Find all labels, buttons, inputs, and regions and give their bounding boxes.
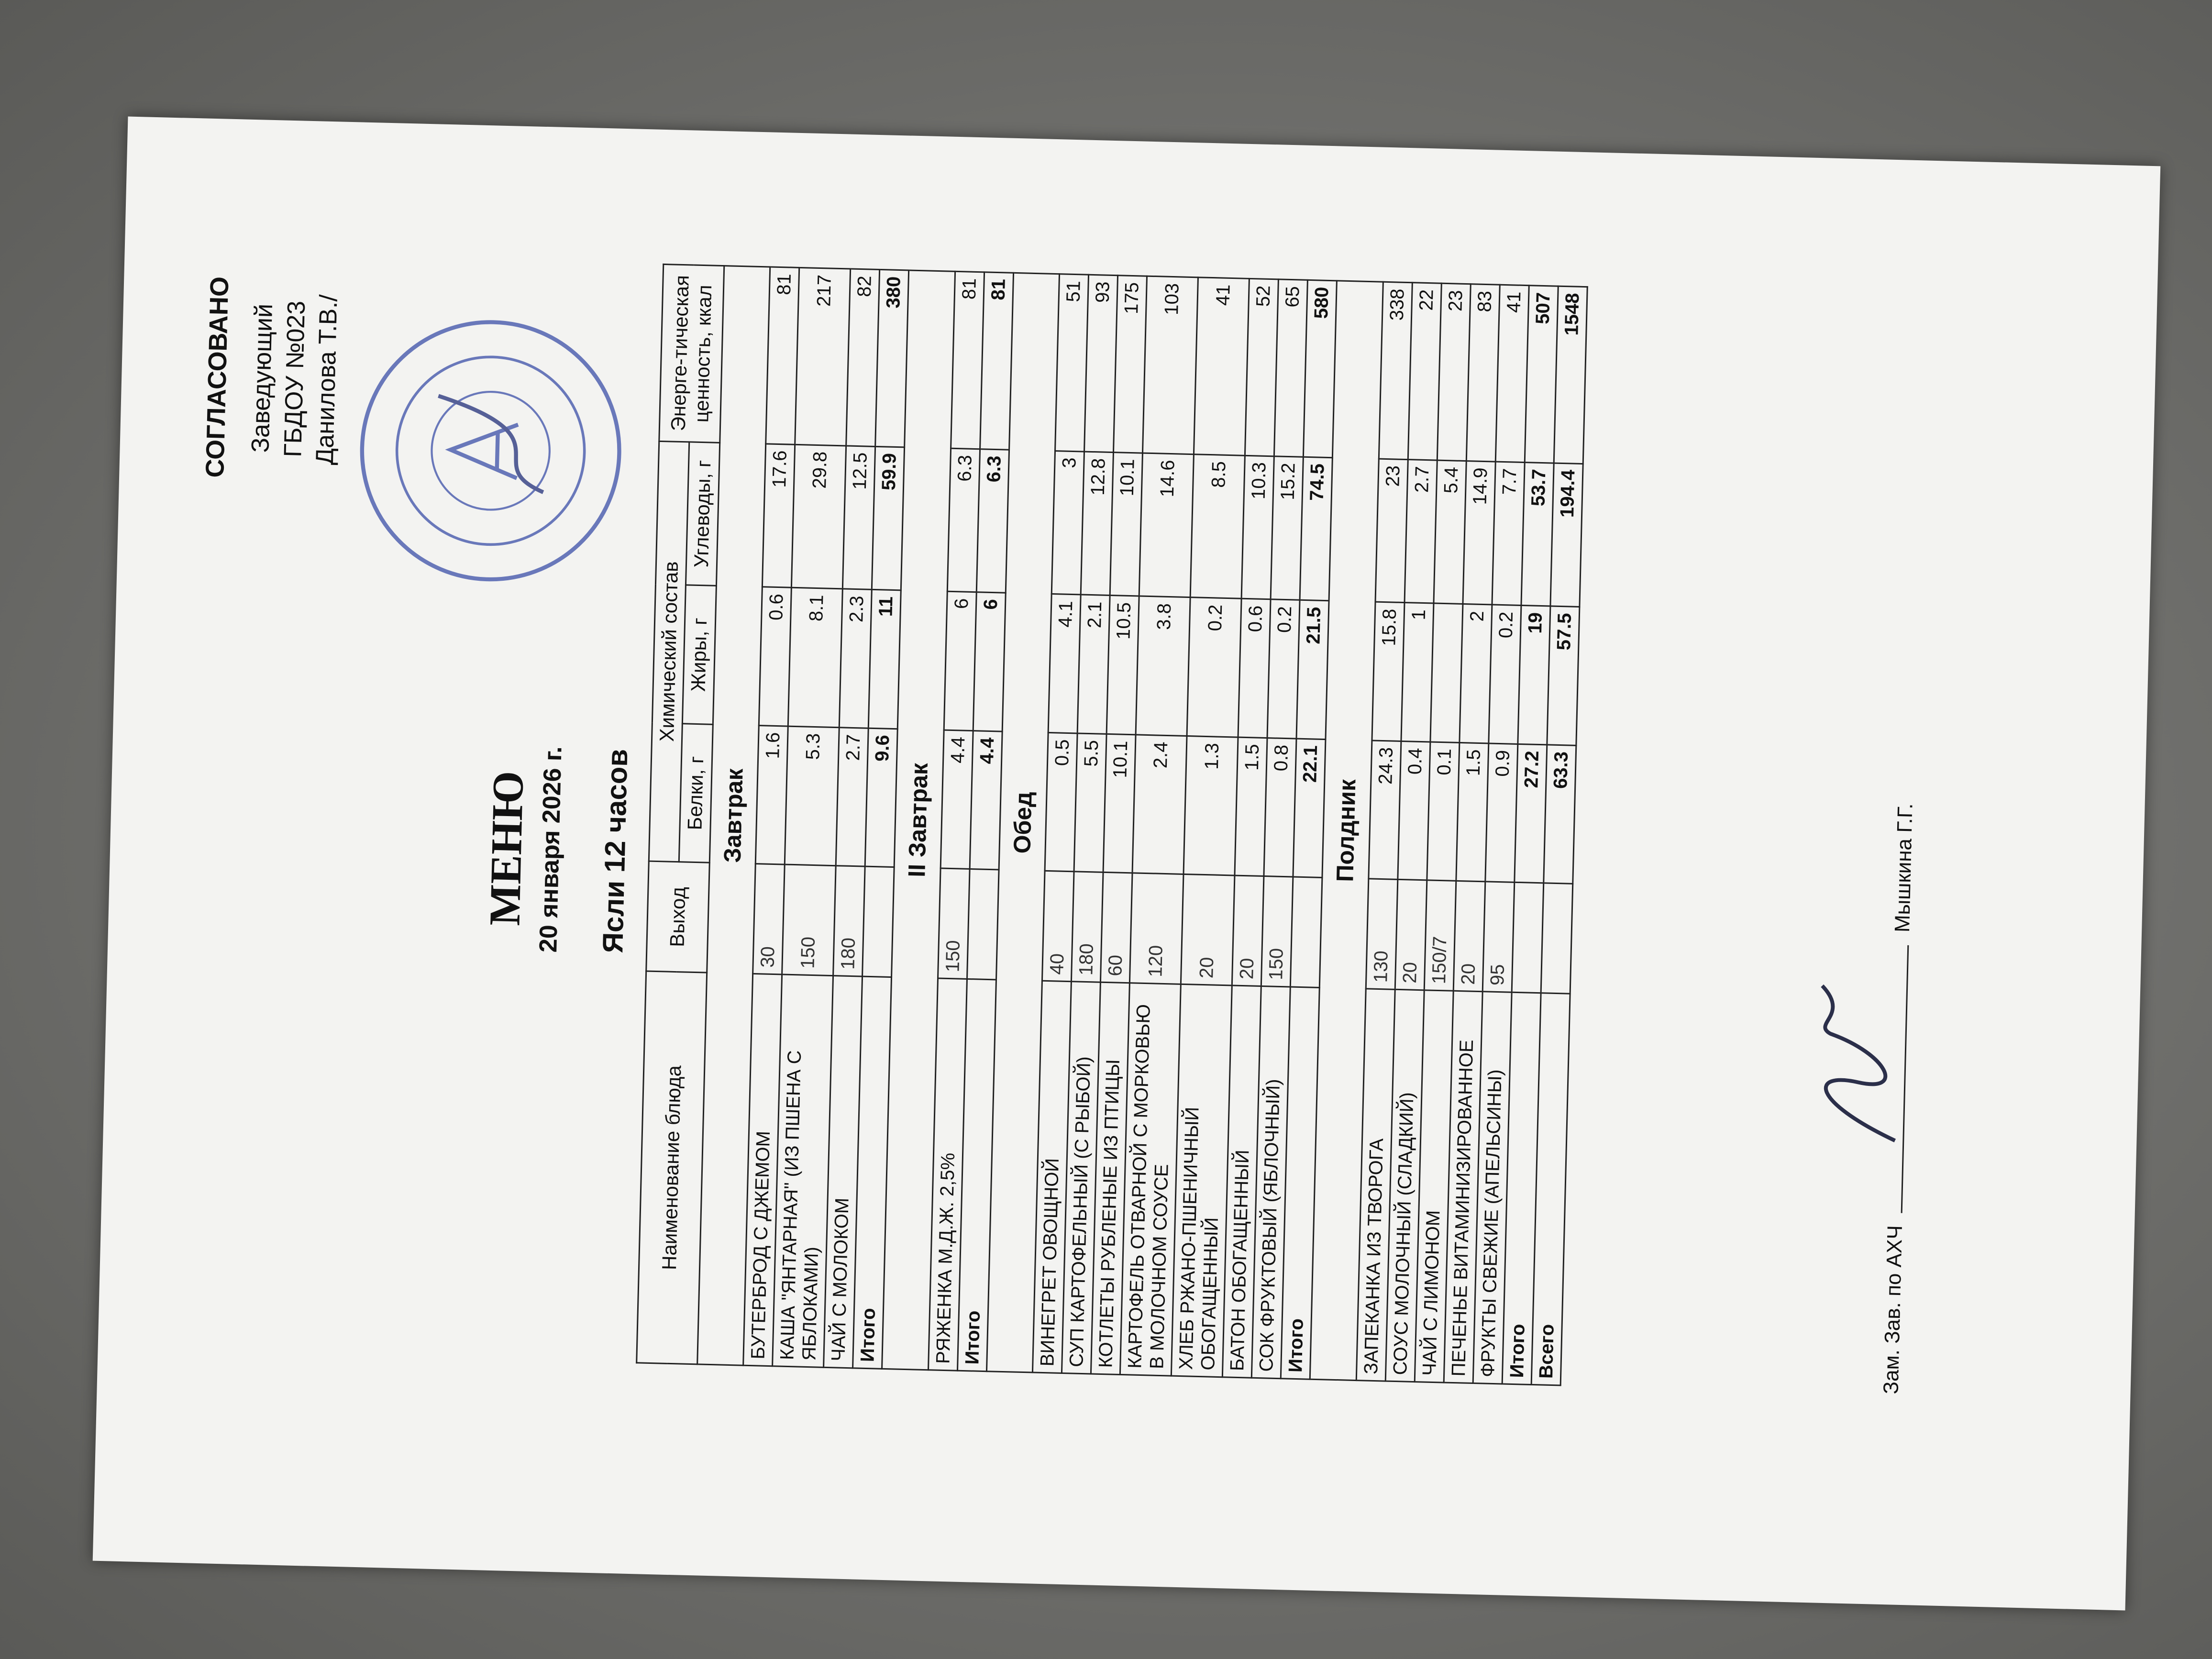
total-output-empty — [1512, 883, 1544, 993]
dish-output: 20 — [1181, 874, 1235, 985]
dish-output: 180 — [1072, 872, 1104, 982]
dish-carbs: 17.6 — [762, 443, 795, 587]
dish-fat: 4.1 — [1048, 594, 1081, 733]
dish-output: 150 — [782, 864, 836, 975]
dish-protein: 0.5 — [1045, 732, 1077, 872]
dish-name: ВИНЕГРЕТ ОВОЩНОЙ — [1033, 981, 1072, 1373]
dish-protein: 0.8 — [1264, 738, 1296, 877]
total-energy: 507 — [1525, 286, 1558, 463]
dish-protein: 2.7 — [836, 728, 868, 867]
total-energy: 580 — [1303, 280, 1337, 457]
page-title: МЕНЮ — [480, 770, 533, 927]
total-fat: 21.5 — [1296, 600, 1329, 739]
total-carbs: 6.3 — [976, 449, 1009, 593]
dish-name: СОК ФРУКТОВЫЙ (ЯБЛОЧНЫЙ) — [1251, 986, 1290, 1378]
dish-fat: 0.6 — [759, 587, 791, 726]
dish-protein: 10.1 — [1103, 734, 1136, 873]
dish-fat: 0.2 — [1488, 605, 1521, 744]
dish-carbs: 12.5 — [842, 445, 875, 589]
dish-name: ПЕЧЕНЬЕ ВИТАМИНИЗИРОВАННОЕ — [1444, 991, 1482, 1383]
dish-name: ФРУКТЫ СВЕЖИЕ (АПЕЛЬСИНЫ) — [1473, 992, 1512, 1384]
dish-energy: 81 — [951, 271, 984, 449]
dish-fat: 6 — [944, 591, 976, 730]
total-carbs: 53.7 — [1521, 462, 1554, 606]
dish-carbs: 12.8 — [1081, 452, 1113, 596]
dish-protein: 0.4 — [1397, 741, 1430, 880]
section-title: II Завтрак — [882, 270, 955, 1370]
dish-fat: 0.6 — [1238, 598, 1271, 738]
dish-energy: 103 — [1143, 276, 1198, 454]
dish-carbs: 7.7 — [1492, 462, 1525, 606]
dish-carbs: 2.7 — [1405, 459, 1437, 603]
dish-carbs: 15.2 — [1271, 456, 1303, 600]
group-title: Ясли 12 часов — [597, 748, 634, 953]
dish-carbs: 6.3 — [947, 448, 980, 592]
dish-carbs: 29.8 — [791, 444, 846, 589]
grand-total-fat: 57.5 — [1547, 606, 1579, 745]
dish-output: 180 — [833, 866, 865, 976]
total-protein: 9.6 — [865, 728, 897, 867]
dish-name: ЧАЙ С ЛИМОНОМ — [1415, 990, 1453, 1382]
footer-position: Зам. Зав. по АХЧ — [1879, 1225, 1907, 1394]
approval-block — [196, 205, 347, 553]
dish-energy: 217 — [795, 267, 851, 445]
total-energy: 380 — [875, 270, 909, 447]
dish-fat: 1 — [1401, 603, 1434, 742]
menu-date: 20 января 2026 г. — [534, 746, 567, 953]
section-title: Завтрак — [697, 266, 770, 1366]
grand-total-carbs: 194.4 — [1550, 463, 1582, 607]
dish-output: 95 — [1482, 882, 1515, 992]
dish-name: СУП КАРТОФЕЛЬНЫЙ (С РЫБОЙ) — [1062, 982, 1101, 1374]
dish-carbs: 10.1 — [1110, 452, 1142, 596]
section-title: Полдник — [1310, 281, 1383, 1381]
dish-energy: 51 — [1055, 274, 1089, 452]
approval-position: Заведующий — [246, 303, 278, 453]
total-label: Итого — [1281, 987, 1319, 1379]
dish-fat: 2.1 — [1077, 595, 1110, 734]
signature-line — [1901, 945, 1909, 1213]
dish-fat: 2 — [1459, 604, 1492, 743]
dish-output: 20 — [1453, 881, 1485, 992]
dish-fat: 0.2 — [1187, 597, 1241, 737]
dish-carbs: 23 — [1375, 459, 1408, 603]
dish-carbs: 14.9 — [1463, 461, 1495, 605]
dish-output: 150 — [938, 868, 970, 979]
dish-name: КАША "ЯНТАРНАЯ" (ИЗ ПШЕНА С ЯБЛОКАМИ) — [773, 974, 833, 1367]
total-fat: 11 — [868, 590, 901, 729]
total-carbs: 74.5 — [1300, 457, 1332, 601]
dish-output: 20 — [1395, 880, 1427, 990]
dish-output: 40 — [1042, 871, 1074, 982]
grand-total-protein: 63.3 — [1543, 745, 1576, 884]
footer-name: Мышкина Г.Г. — [1890, 803, 1917, 933]
col-header-protein: Белки, г — [679, 724, 713, 863]
dish-name: КОТЛЕТЫ РУБЛЕНЫЕ ИЗ ПТИЦЫ — [1091, 982, 1130, 1374]
dish-carbs: 14.6 — [1139, 453, 1194, 597]
dish-output: 60 — [1101, 873, 1133, 983]
total-protein: 4.4 — [970, 730, 1002, 870]
dish-fat: 8.1 — [788, 587, 842, 727]
total-fat: 6 — [973, 592, 1006, 731]
dish-fat: 0.2 — [1267, 599, 1300, 739]
dish-protein: 0.9 — [1485, 743, 1517, 883]
dish-output: 30 — [753, 864, 785, 974]
dish-name: БАТОН ОБОГАЩЕННЫЙ — [1222, 985, 1261, 1378]
grand-total-energy: 1548 — [1554, 286, 1587, 464]
section-title: Обед — [986, 273, 1060, 1372]
approval-institution: ГБДОУ №023 — [279, 300, 310, 458]
grand-total-label: Всего — [1531, 993, 1570, 1385]
dish-name: ЗАПЕКАНКА ИЗ ТВОРОГА — [1356, 989, 1395, 1381]
dish-name: ЧАЙ С МОЛОКОМ — [824, 976, 863, 1368]
dish-fat: 15.8 — [1372, 602, 1405, 741]
dish-energy: 175 — [1114, 276, 1147, 453]
approval-heading: СОГЛАСОВАНО — [200, 276, 234, 478]
dish-fat: 2.3 — [839, 589, 872, 728]
grand-total-output-empty — [1541, 883, 1573, 994]
dish-carbs: 3 — [1051, 451, 1084, 595]
dish-carbs: 5.4 — [1434, 460, 1466, 604]
menu-page — [129, 146, 2124, 1581]
col-header-chem: Химический состав — [649, 441, 689, 862]
total-output-empty — [967, 869, 999, 980]
dish-protein: 24.3 — [1368, 741, 1401, 880]
col-header-name: Наименование блюда — [637, 971, 707, 1364]
total-label: Итого — [1502, 992, 1541, 1384]
menu-table — [636, 264, 1588, 1386]
total-protein: 27.2 — [1514, 744, 1547, 883]
dish-energy: 23 — [1437, 283, 1471, 461]
dish-energy: 82 — [846, 269, 880, 446]
dish-energy: 93 — [1084, 275, 1118, 452]
dish-output: 20 — [1232, 875, 1264, 986]
dish-fat: 10.5 — [1106, 596, 1139, 735]
approval-signatory: Данилова Т.В./ — [311, 294, 343, 465]
dish-protein: 1.5 — [1456, 742, 1488, 882]
dish-energy: 22 — [1408, 283, 1441, 460]
menu-body — [697, 266, 1587, 1385]
dish-carbs: 10.3 — [1241, 455, 1274, 599]
dish-output: 150/7 — [1424, 880, 1456, 991]
dish-name: РЯЖЕНКА М.Д.Ж. 2,5% — [928, 978, 967, 1371]
dish-energy: 41 — [1495, 285, 1529, 462]
menu-sheet — [93, 117, 2161, 1611]
dish-name: СОУС МОЛОЧНЫЙ (СЛАДКИЙ) — [1385, 989, 1424, 1382]
total-fat: 19 — [1517, 606, 1550, 745]
dish-energy: 41 — [1194, 277, 1250, 455]
col-header-carbs: Углеводы, г — [686, 442, 720, 586]
dish-protein: 1.3 — [1183, 736, 1238, 875]
dish-protein: 5.5 — [1074, 733, 1106, 873]
dish-energy: 338 — [1379, 282, 1412, 459]
dish-output: 120 — [1129, 873, 1183, 984]
dish-output: 150 — [1261, 876, 1293, 987]
dish-energy: 65 — [1274, 279, 1307, 457]
dish-name: КАРТОФЕЛЬ ОТВАРНОЙ С МОРКОВЬЮ В МОЛОЧНОМ СОУСЕ — [1120, 983, 1181, 1376]
dish-name: ХЛЕБ РЖАНО-ПШЕНИЧНЫЙ ОБОГАЩЕННЫЙ — [1171, 984, 1232, 1377]
col-header-energy: Энерге-тическая ценность, ккал — [659, 264, 724, 442]
dish-protein: 1.6 — [755, 725, 788, 864]
dish-protein: 0.1 — [1427, 742, 1459, 881]
dish-name: БУТЕРБРОД С ДЖЕМОМ — [743, 973, 782, 1366]
total-output-empty — [863, 866, 895, 977]
dish-fat: 3.8 — [1136, 596, 1190, 736]
col-header-fat: Жиры, г — [683, 585, 716, 724]
total-label: Итого — [853, 976, 892, 1369]
dish-energy: 81 — [766, 267, 799, 444]
dish-energy: 52 — [1245, 278, 1279, 456]
total-label: Итого — [957, 979, 996, 1371]
dish-output: 130 — [1366, 879, 1398, 989]
dish-fat — [1430, 603, 1462, 742]
dish-protein: 1.5 — [1235, 737, 1267, 876]
dish-protein: 4.4 — [940, 730, 973, 869]
total-carbs: 59.9 — [872, 446, 904, 590]
total-protein: 22.1 — [1293, 739, 1326, 878]
dish-protein: 2.4 — [1132, 735, 1187, 874]
total-energy: 81 — [980, 272, 1013, 450]
dish-carbs: 8.5 — [1190, 454, 1245, 598]
dish-energy: 83 — [1466, 284, 1500, 462]
dish-protein: 5.3 — [785, 726, 839, 866]
col-header-output: Выход — [646, 861, 709, 973]
total-output-empty — [1290, 877, 1322, 987]
